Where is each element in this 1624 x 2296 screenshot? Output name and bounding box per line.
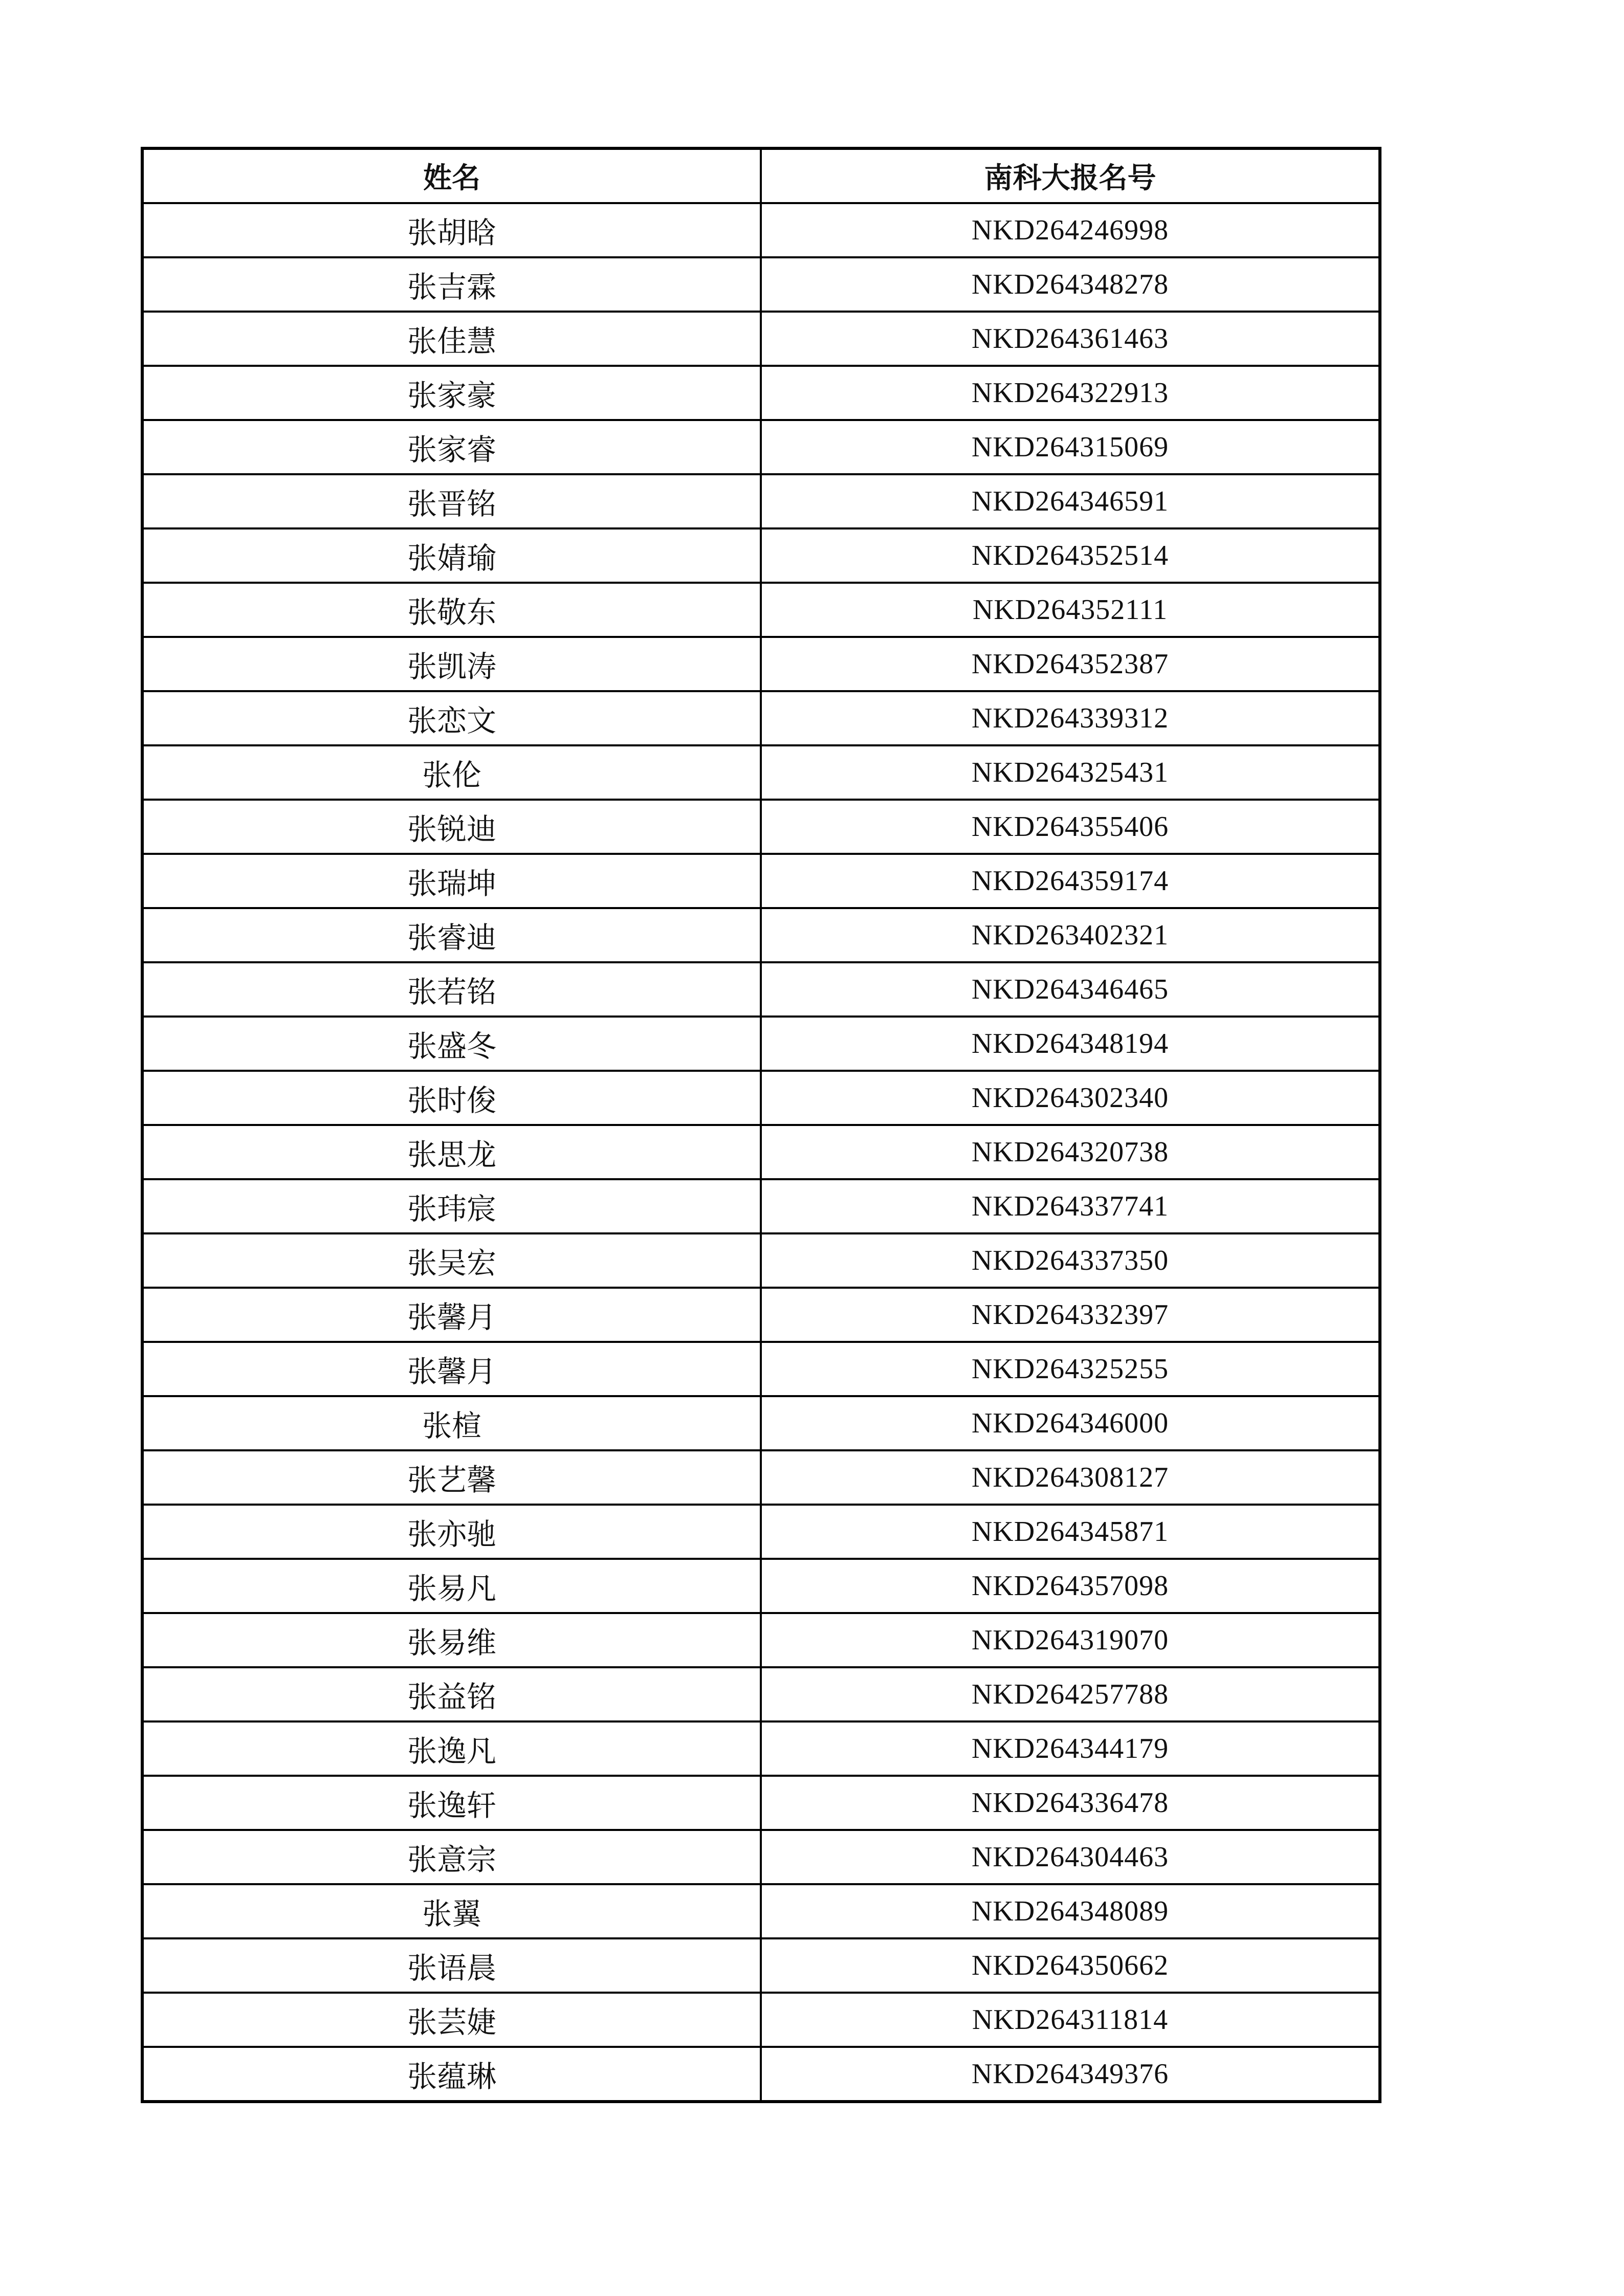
student-name-cell: 张凯涛: [142, 637, 761, 691]
registration-number-cell: NKD264257788: [761, 1667, 1380, 1721]
registration-number-cell: NKD264348278: [761, 257, 1380, 312]
student-name-cell: 张亦驰: [142, 1505, 761, 1559]
registration-number-cell: NKD264355406: [761, 800, 1380, 854]
table-row: [142, 420, 1380, 474]
table-row: [142, 962, 1380, 1017]
table-row: [142, 1721, 1380, 1776]
student-name-cell: 张婧瑜: [142, 528, 761, 583]
registration-number-cell: NKD264325255: [761, 1342, 1380, 1396]
table-row: [142, 474, 1380, 528]
registration-number-cell: NKD264302340: [761, 1071, 1380, 1125]
registration-number-cell: NKD264337741: [761, 1179, 1380, 1233]
student-name-cell: 张佳慧: [142, 312, 761, 366]
student-name-cell: 张楦: [142, 1396, 761, 1450]
table-row: [142, 312, 1380, 366]
student-name-cell: 张恋文: [142, 691, 761, 745]
registration-number-cell: NKD264336478: [761, 1776, 1380, 1830]
table-row: [142, 583, 1380, 637]
student-name-cell: 张敬东: [142, 583, 761, 637]
student-name-cell: 张时俊: [142, 1071, 761, 1125]
table-row: [142, 1179, 1380, 1233]
table-row: [142, 1993, 1380, 2047]
table-body: [142, 203, 1380, 2102]
student-name-cell: 张易维: [142, 1613, 761, 1667]
table-row: [142, 691, 1380, 745]
student-name-cell: 张意宗: [142, 1830, 761, 1884]
registration-number-cell: NKD264320738: [761, 1125, 1380, 1179]
roster-table: [141, 147, 1381, 2103]
table-row: [142, 1505, 1380, 1559]
table-row: [142, 1938, 1380, 1993]
student-name-cell: 张吴宏: [142, 1233, 761, 1288]
student-name-cell: 张蕴琳: [142, 2047, 761, 2102]
student-name-cell: 张家睿: [142, 420, 761, 474]
table-row: [142, 257, 1380, 312]
table-row: [142, 1559, 1380, 1613]
table-row: [142, 1776, 1380, 1830]
student-name-cell: 张晋铭: [142, 474, 761, 528]
table-row: [142, 2047, 1380, 2102]
registration-number-cell: NKD264337350: [761, 1233, 1380, 1288]
registration-number-cell: NKD264315069: [761, 420, 1380, 474]
registration-number-cell: NKD264304463: [761, 1830, 1380, 1884]
registration-number-cell: NKD264322913: [761, 366, 1380, 420]
table-row: [142, 745, 1380, 800]
registration-number-cell: NKD264246998: [761, 203, 1380, 257]
table-row: [142, 1017, 1380, 1071]
table-row: [142, 1125, 1380, 1179]
table-row: [142, 800, 1380, 854]
registration-number-cell: NKD264325431: [761, 745, 1380, 800]
registration-number-cell: NKD264357098: [761, 1559, 1380, 1613]
registration-number-cell: NKD264350662: [761, 1938, 1380, 1993]
table-row: [142, 637, 1380, 691]
student-name-cell: 张馨月: [142, 1288, 761, 1342]
registration-number-cell: NKD264308127: [761, 1450, 1380, 1505]
registration-number-cell: NKD264332397: [761, 1288, 1380, 1342]
student-name-cell: 张思龙: [142, 1125, 761, 1179]
registration-number-cell: NKD264352387: [761, 637, 1380, 691]
registration-number-cell: NKD264361463: [761, 312, 1380, 366]
registration-number-cell: NKD264346465: [761, 962, 1380, 1017]
student-name-cell: 张逸凡: [142, 1721, 761, 1776]
table-row: [142, 528, 1380, 583]
table-row: [142, 1667, 1380, 1721]
table-row: [142, 908, 1380, 962]
student-name-cell: 张睿迪: [142, 908, 761, 962]
student-name-cell: 张玮宸: [142, 1179, 761, 1233]
table-row: [142, 1071, 1380, 1125]
registration-number-cell: NKD263402321: [761, 908, 1380, 962]
registration-number-cell: NKD264352111: [761, 583, 1380, 637]
student-name-cell: 张家豪: [142, 366, 761, 420]
registration-number-cell: NKD264349376: [761, 2047, 1380, 2102]
student-name-cell: 张益铭: [142, 1667, 761, 1721]
table-row: [142, 1450, 1380, 1505]
table-row: [142, 1884, 1380, 1938]
student-name-cell: 张艺馨: [142, 1450, 761, 1505]
registration-number-cell: NKD264352514: [761, 528, 1380, 583]
student-name-cell: 张瑞坤: [142, 854, 761, 908]
table-row: [142, 1342, 1380, 1396]
column-header-reg-no: 南科大报名号: [761, 148, 1380, 203]
registration-number-cell: NKD264345871: [761, 1505, 1380, 1559]
table-row: [142, 1396, 1380, 1450]
table-row: [142, 854, 1380, 908]
student-name-cell: 张馨月: [142, 1342, 761, 1396]
registration-number-cell: NKD264348089: [761, 1884, 1380, 1938]
registration-number-cell: NKD264311814: [761, 1993, 1380, 2047]
table-row: [142, 1613, 1380, 1667]
student-name-cell: 张翼: [142, 1884, 761, 1938]
registration-number-cell: NKD264348194: [761, 1017, 1380, 1071]
registration-number-cell: NKD264346591: [761, 474, 1380, 528]
student-name-cell: 张芸婕: [142, 1993, 761, 2047]
student-name-cell: 张盛冬: [142, 1017, 761, 1071]
student-name-cell: 张易凡: [142, 1559, 761, 1613]
student-name-cell: 张伦: [142, 745, 761, 800]
table-row: [142, 1288, 1380, 1342]
registration-number-cell: NKD264359174: [761, 854, 1380, 908]
table-row: [142, 1233, 1380, 1288]
registration-number-cell: NKD264346000: [761, 1396, 1380, 1450]
registration-number-cell: NKD264344179: [761, 1721, 1380, 1776]
student-name-cell: 张锐迪: [142, 800, 761, 854]
student-name-cell: 张若铭: [142, 962, 761, 1017]
table-row: [142, 203, 1380, 257]
table-row: [142, 366, 1380, 420]
column-header-name: 姓名: [142, 148, 761, 203]
header-row: [142, 148, 1380, 203]
student-name-cell: 张逸轩: [142, 1776, 761, 1830]
table-row: [142, 1830, 1380, 1884]
student-name-cell: 张胡晗: [142, 203, 761, 257]
registration-number-cell: NKD264319070: [761, 1613, 1380, 1667]
student-name-cell: 张语晨: [142, 1938, 761, 1993]
table-header: [142, 148, 1380, 203]
registration-number-cell: NKD264339312: [761, 691, 1380, 745]
student-name-cell: 张吉霖: [142, 257, 761, 312]
